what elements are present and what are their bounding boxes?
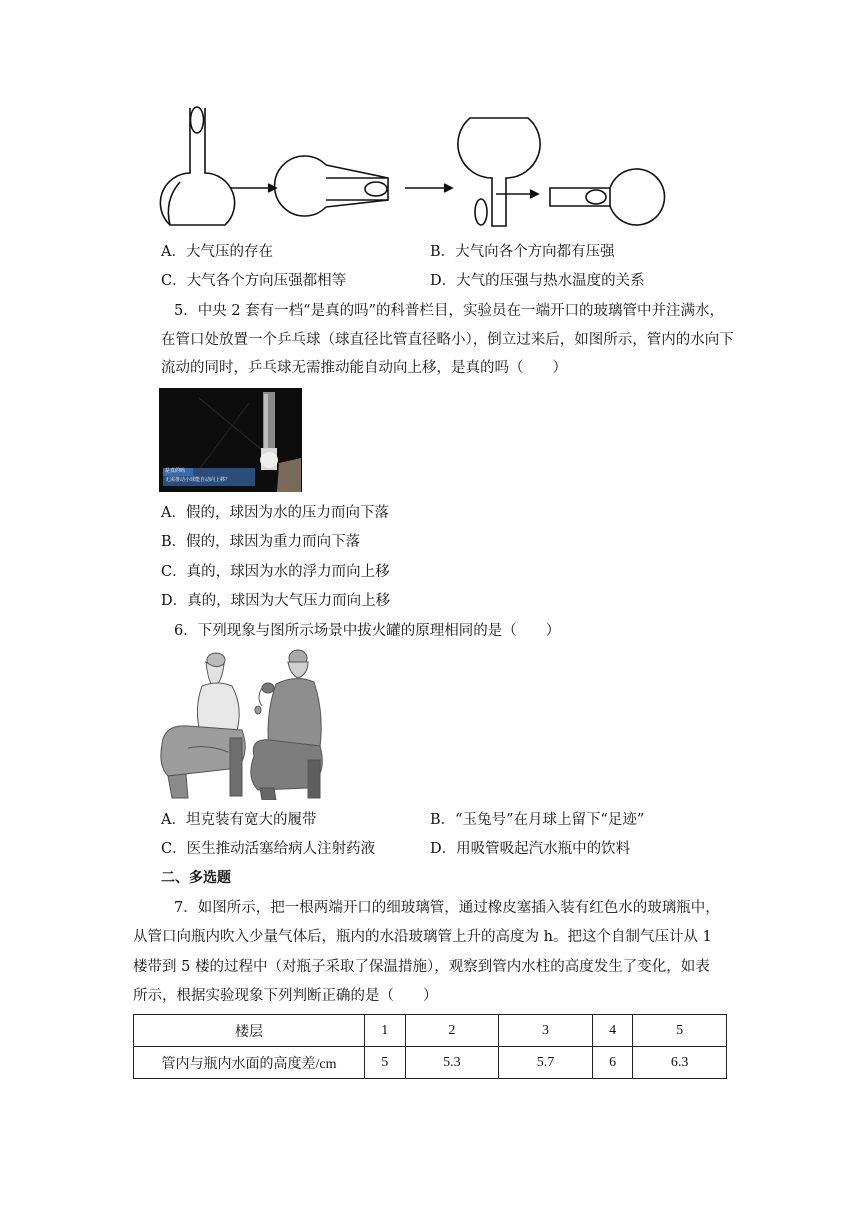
table-cell: 5.3 <box>405 1047 499 1079</box>
q6-option-a: A．坦克装有宽大的履带 <box>161 812 317 828</box>
table-header-height: 管内与瓶内水面的高度差/cm <box>134 1047 365 1079</box>
table-cell: 5.7 <box>499 1047 593 1079</box>
table-row <box>134 1015 727 1047</box>
q4-option-b: B．大气向各个方向都有压强 <box>430 244 615 260</box>
q5-stem-line-3: 流动的同时，乒乓球无需推动能自动向上移，是真的吗（ ） <box>161 360 567 376</box>
table-header-floor: 楼层 <box>134 1015 365 1047</box>
q5-option-c: C．真的，球因为水的浮力而向上移 <box>161 564 390 580</box>
flask-diagram <box>150 100 670 235</box>
photo-caption-question: 无需推动小球能自动向上移？ <box>165 477 231 483</box>
q5-stem-line-2: 在管口处放置一个乒乓球（球直径比管直径略小），倒立过来后，如图所示，管内的水向下 <box>161 332 734 348</box>
table-cell: 5 <box>633 1015 727 1047</box>
q4-option-c: C．大气各个方向压强都相等 <box>161 273 347 289</box>
q5-option-a: A．假的，球因为水的压力而向下落 <box>161 505 389 521</box>
table-row <box>134 1047 727 1079</box>
table-cell: 6 <box>592 1047 633 1079</box>
cupping-illustration <box>158 648 328 800</box>
table-cell: 6.3 <box>633 1047 727 1079</box>
q7-stem-line-1: 7．如图所示，把一根两端开口的细玻璃管，通过橡皮塞插入装有红色水的玻璃瓶中， <box>174 900 720 916</box>
table-cell: 3 <box>499 1015 593 1047</box>
q7-stem-line-3: 楼带到 5 楼的过程中（对瓶子采取了保温措施），观察到管内水柱的高度发生了变化，如表 <box>133 959 710 975</box>
photo-caption-title: 是真的吗 <box>165 468 186 474</box>
section-heading: 二、多选题 <box>161 870 231 886</box>
table-cell: 2 <box>405 1015 499 1047</box>
table-cell: 5 <box>365 1047 406 1079</box>
table-cell: 4 <box>592 1015 633 1047</box>
table-cell: 1 <box>365 1015 406 1047</box>
q4-option-a: A．大气压的存在 <box>161 244 273 260</box>
q5-option-d: D．真的，球因为大气压力而向上移 <box>161 593 391 609</box>
q7-stem-line-4: 所示，根据实验现象下列判断正确的是（ ） <box>133 988 438 1004</box>
q5-stem-line-1: 5．中央 2 套有一档“是真的吗”的科普栏目，实验员在一端开口的玻璃管中并注满水， <box>174 303 724 319</box>
q6-option-b: B．“玉兔号”在月球上留下“足迹” <box>430 812 645 828</box>
floor-height-table <box>133 1014 727 1079</box>
q6-option-c: C．医生推动活塞给病人注射药液 <box>161 841 376 857</box>
q6-stem: 6．下列现象与图所示场景中拔火罐的原理相同的是（ ） <box>174 623 561 639</box>
q5-option-b: B．假的，球因为重力而向下落 <box>161 534 361 550</box>
experiment-photo <box>159 388 302 492</box>
q7-stem-line-2: 从管口向瓶内吹入少量气体后，瓶内的水沿玻璃管上升的高度为 h。把这个自制气压计从 1 <box>133 929 712 945</box>
q4-option-d: D．大气的压强与热水温度的关系 <box>430 273 645 289</box>
q6-option-d: D．用吸管吸起汽水瓶中的饮料 <box>430 841 631 857</box>
